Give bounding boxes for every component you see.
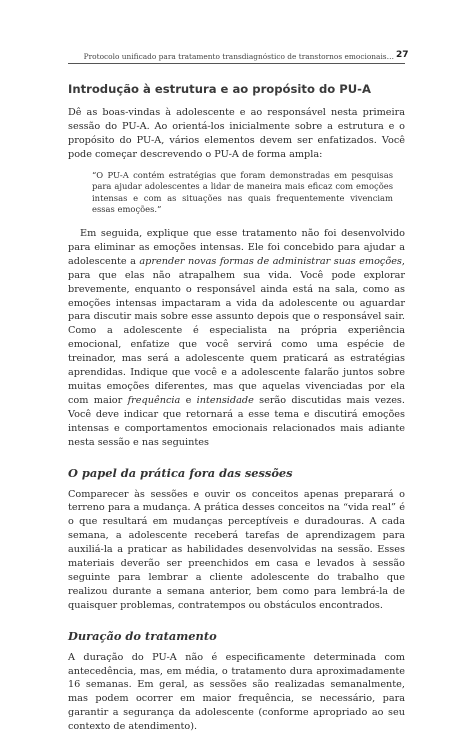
text-run: e [180, 394, 197, 406]
emphasis-text: frequência [127, 394, 181, 406]
duration-paragraph: A duração do PU-A não é especificamente determinada com antecedência, mas, em média, o tratamento dura aproximadamente 16 semanas. Em geral, as sessões são realizadas semanalmente, mas podem ocorrer em maior frequência, se necessário, para garantir a segurança da adolescente (conforme apropriado ao seu contexto de atendimento). [68, 651, 405, 733]
header-rule [68, 63, 405, 64]
page-number: 27 [396, 50, 409, 60]
text-run: Em seguida, explique que esse tratamento não foi desenvolvido para eliminar as emoções intensas. Ele foi concebido para ajudar a adolescente a [68, 228, 405, 267]
section-heading: Introdução à estrutura e ao propósito do PU-A [68, 82, 371, 96]
page-content [68, 80, 405, 734]
subsection-heading-duration: Duração do tratamento [68, 628, 217, 643]
intro-paragraph: Dê as boas-vindas à adolescente e ao responsável nesta primeira sessão do PU-A. Ao orientá-los inicialmente sobre a estrutura e o propósito do PU-A, vários elementos devem ser enfatizados. Você pode começar descrevendo o PU-A de forma ampla: [68, 107, 405, 160]
emphasis-text: intensidade [196, 394, 254, 406]
running-header: Protocolo unificado para tratamento transdiagnóstico de transtornos emocionais… [83, 52, 394, 61]
practice-paragraph: Comparecer às sessões e ouvir os conceitos apenas preparará o terreno para a mudança. A prática desses conceitos na “vida real” é o que resultará em mudanças perceptíveis e duradouras. A cada semana, a adolescente receberá tarefas de aprendizagem para auxiliá-la a praticar as habilidades desenvolvidas na sessão. Esses materiais deverão ser preenchidos em casa e levados à sessão seguinte para lembrar a cliente adolescente do trabalho que realizou durante a semana anterior, bem como para lembrá-la de quaisquer problemas, contratempos ou obstáculos encontrados. [68, 488, 405, 611]
text-run: , para que elas não atrapalhem sua vida. Você pode explorar brevemente, enquanto o responsável ainda está na sala, como as emoções intensas impactaram a vida da adolescente ou aguardar para discutir mais sobre esse assunto depois que o responsável sair. Como a adolescente é especialista na própria experiência emocional, enfatize que você servirá como uma espécie de treinador, mas será a adolescente quem praticará as estratégias aprendidas. Indique que você e a adolescente falarão juntos sobre muitas emoções diferentes, mas que aquelas vivenciadas por ela com maior [68, 255, 405, 406]
block-quote: “O PU-A contém estratégias que foram demonstradas em pesquisas para ajudar adolescentes a lidar de maneira mais eficaz com emoções intensas e com as situações nas quais frequentemente vivenciam essas emoções.” [92, 169, 393, 215]
subsection-heading-practice: O papel da prática fora das sessões [68, 465, 293, 480]
text-run: serão discutidas mais vezes. Você deve indicar que retornará a esse tema e discutirá emoções intensas e comportamentos emocionais relacionados mais adiante nesta sessão e nas seguintes [68, 394, 405, 448]
explanation-paragraph [68, 227, 405, 450]
emphasis-text: aprender novas formas de administrar suas emoções [139, 255, 402, 267]
